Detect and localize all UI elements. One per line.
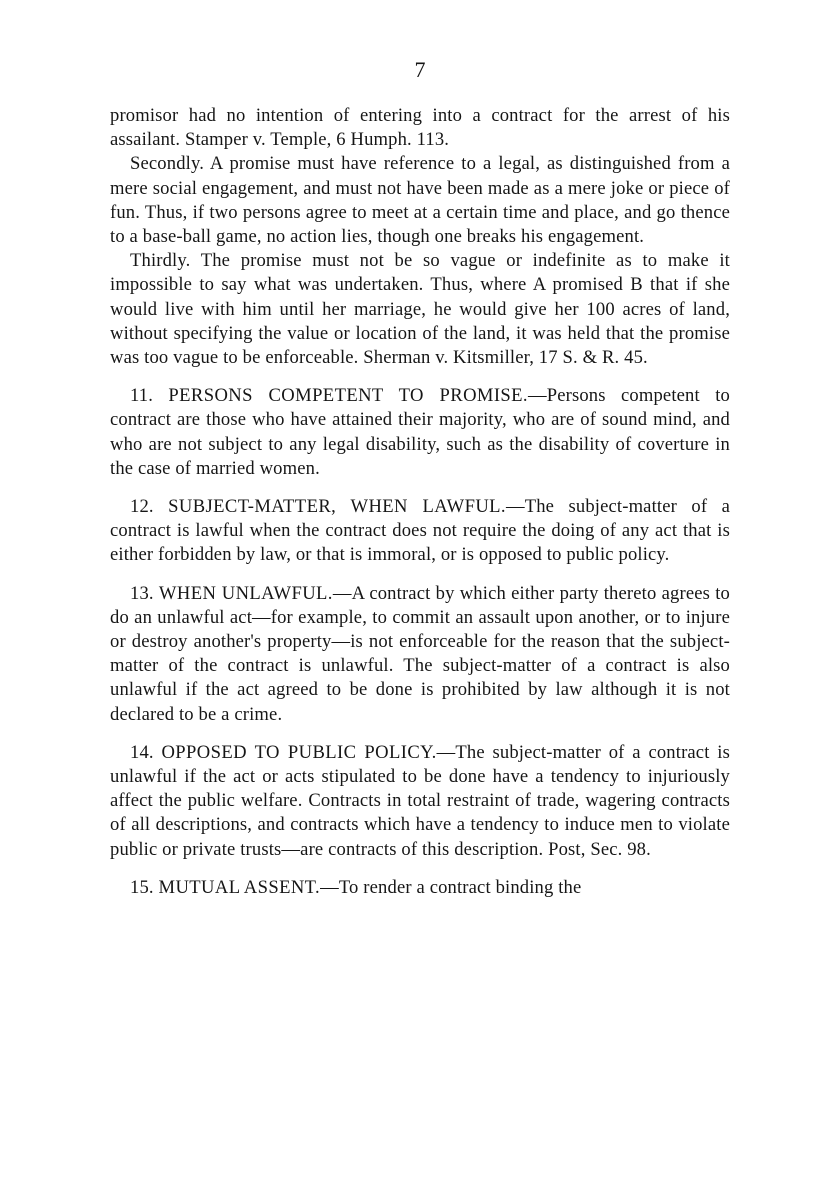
section-14 bbox=[110, 741, 730, 862]
paragraph-thirdly: Thirdly. The promise must not be so vague or indefinite as to make it impossible to say what was undertaken. Thus, where A promised B that if she would live with him until her marriage, he would give her 100 acres of land, without specifying the value or location of the land, it was held that the promise was too vague to be enforceable. Sherman v. Kitsmiller, 17 S. & R. 45. bbox=[110, 250, 730, 369]
section-text: —The subject-matter of a contract is lawful when the contract does not require the doing of any act that is either forbidden by law, or that is immoral, or is opposed to public policy. bbox=[110, 496, 731, 566]
section-text: —To render a contract binding the bbox=[320, 876, 582, 898]
section-12 bbox=[110, 495, 730, 568]
section-11 bbox=[110, 384, 730, 481]
section-number: 12. bbox=[130, 496, 154, 518]
section-number: 14. bbox=[130, 741, 154, 763]
section-number: 11. bbox=[130, 385, 154, 407]
section-text: —Persons competent to contract are those who have attained their majority, who are of sound mind, and who are not subject to any legal disability, such as the disability of coverture in the case of married women. bbox=[110, 385, 730, 479]
section-15 bbox=[110, 876, 730, 900]
section-heading: OPPOSED TO PUBLIC POLICY. bbox=[161, 741, 437, 763]
section-text: —A contract by which either party thereto agrees to do an unlawful act—for example, to commit an assault upon another, or to injure or destroy another's property—is not enforceable for the reason that the subject-matter of the contract is unlawful. The subject-matter of a contract is also unlawful if the act agreed to be done is prohibited by law although it is not declared to be a crime. bbox=[110, 582, 730, 725]
paragraph-secondly: Secondly. A promise must have reference to a legal, as distinguished from a mere social engagement, and must not have been made as a mere joke or piece of fun. Thus, if two persons agree to meet at a certain time and place, and go thence to a base-ball game, no action lies, though one breaks his engagement. bbox=[110, 153, 730, 248]
section-text: —The subject-matter of a contract is unlawful if the act or acts stipulated to be done have a tendency to injuriously affect the public welfare. Contracts in total restraint of trade, wagering contracts of all descriptions, and contracts which have a tendency to induce men to violate public or private trusts—are contracts of this description. Post, Sec. 98. bbox=[110, 741, 730, 860]
section-13 bbox=[110, 582, 730, 727]
section-heading: MUTUAL ASSENT. bbox=[158, 876, 321, 898]
section-heading: PERSONS COMPETENT TO PROMISE. bbox=[168, 385, 528, 407]
page-number: 7 bbox=[414, 57, 426, 82]
section-heading: WHEN UNLAWFUL. bbox=[158, 582, 333, 604]
section-number: 15. bbox=[130, 876, 154, 898]
document-body bbox=[110, 104, 730, 900]
section-heading: SUBJECT-MATTER, WHEN LAWFUL. bbox=[168, 496, 506, 518]
section-number: 13. bbox=[130, 582, 154, 604]
paragraph-continuation: promisor had no intention of entering into a contract for the arrest of his assailant. Stamper v. Temple, 6 Humph. 113. bbox=[110, 105, 730, 151]
